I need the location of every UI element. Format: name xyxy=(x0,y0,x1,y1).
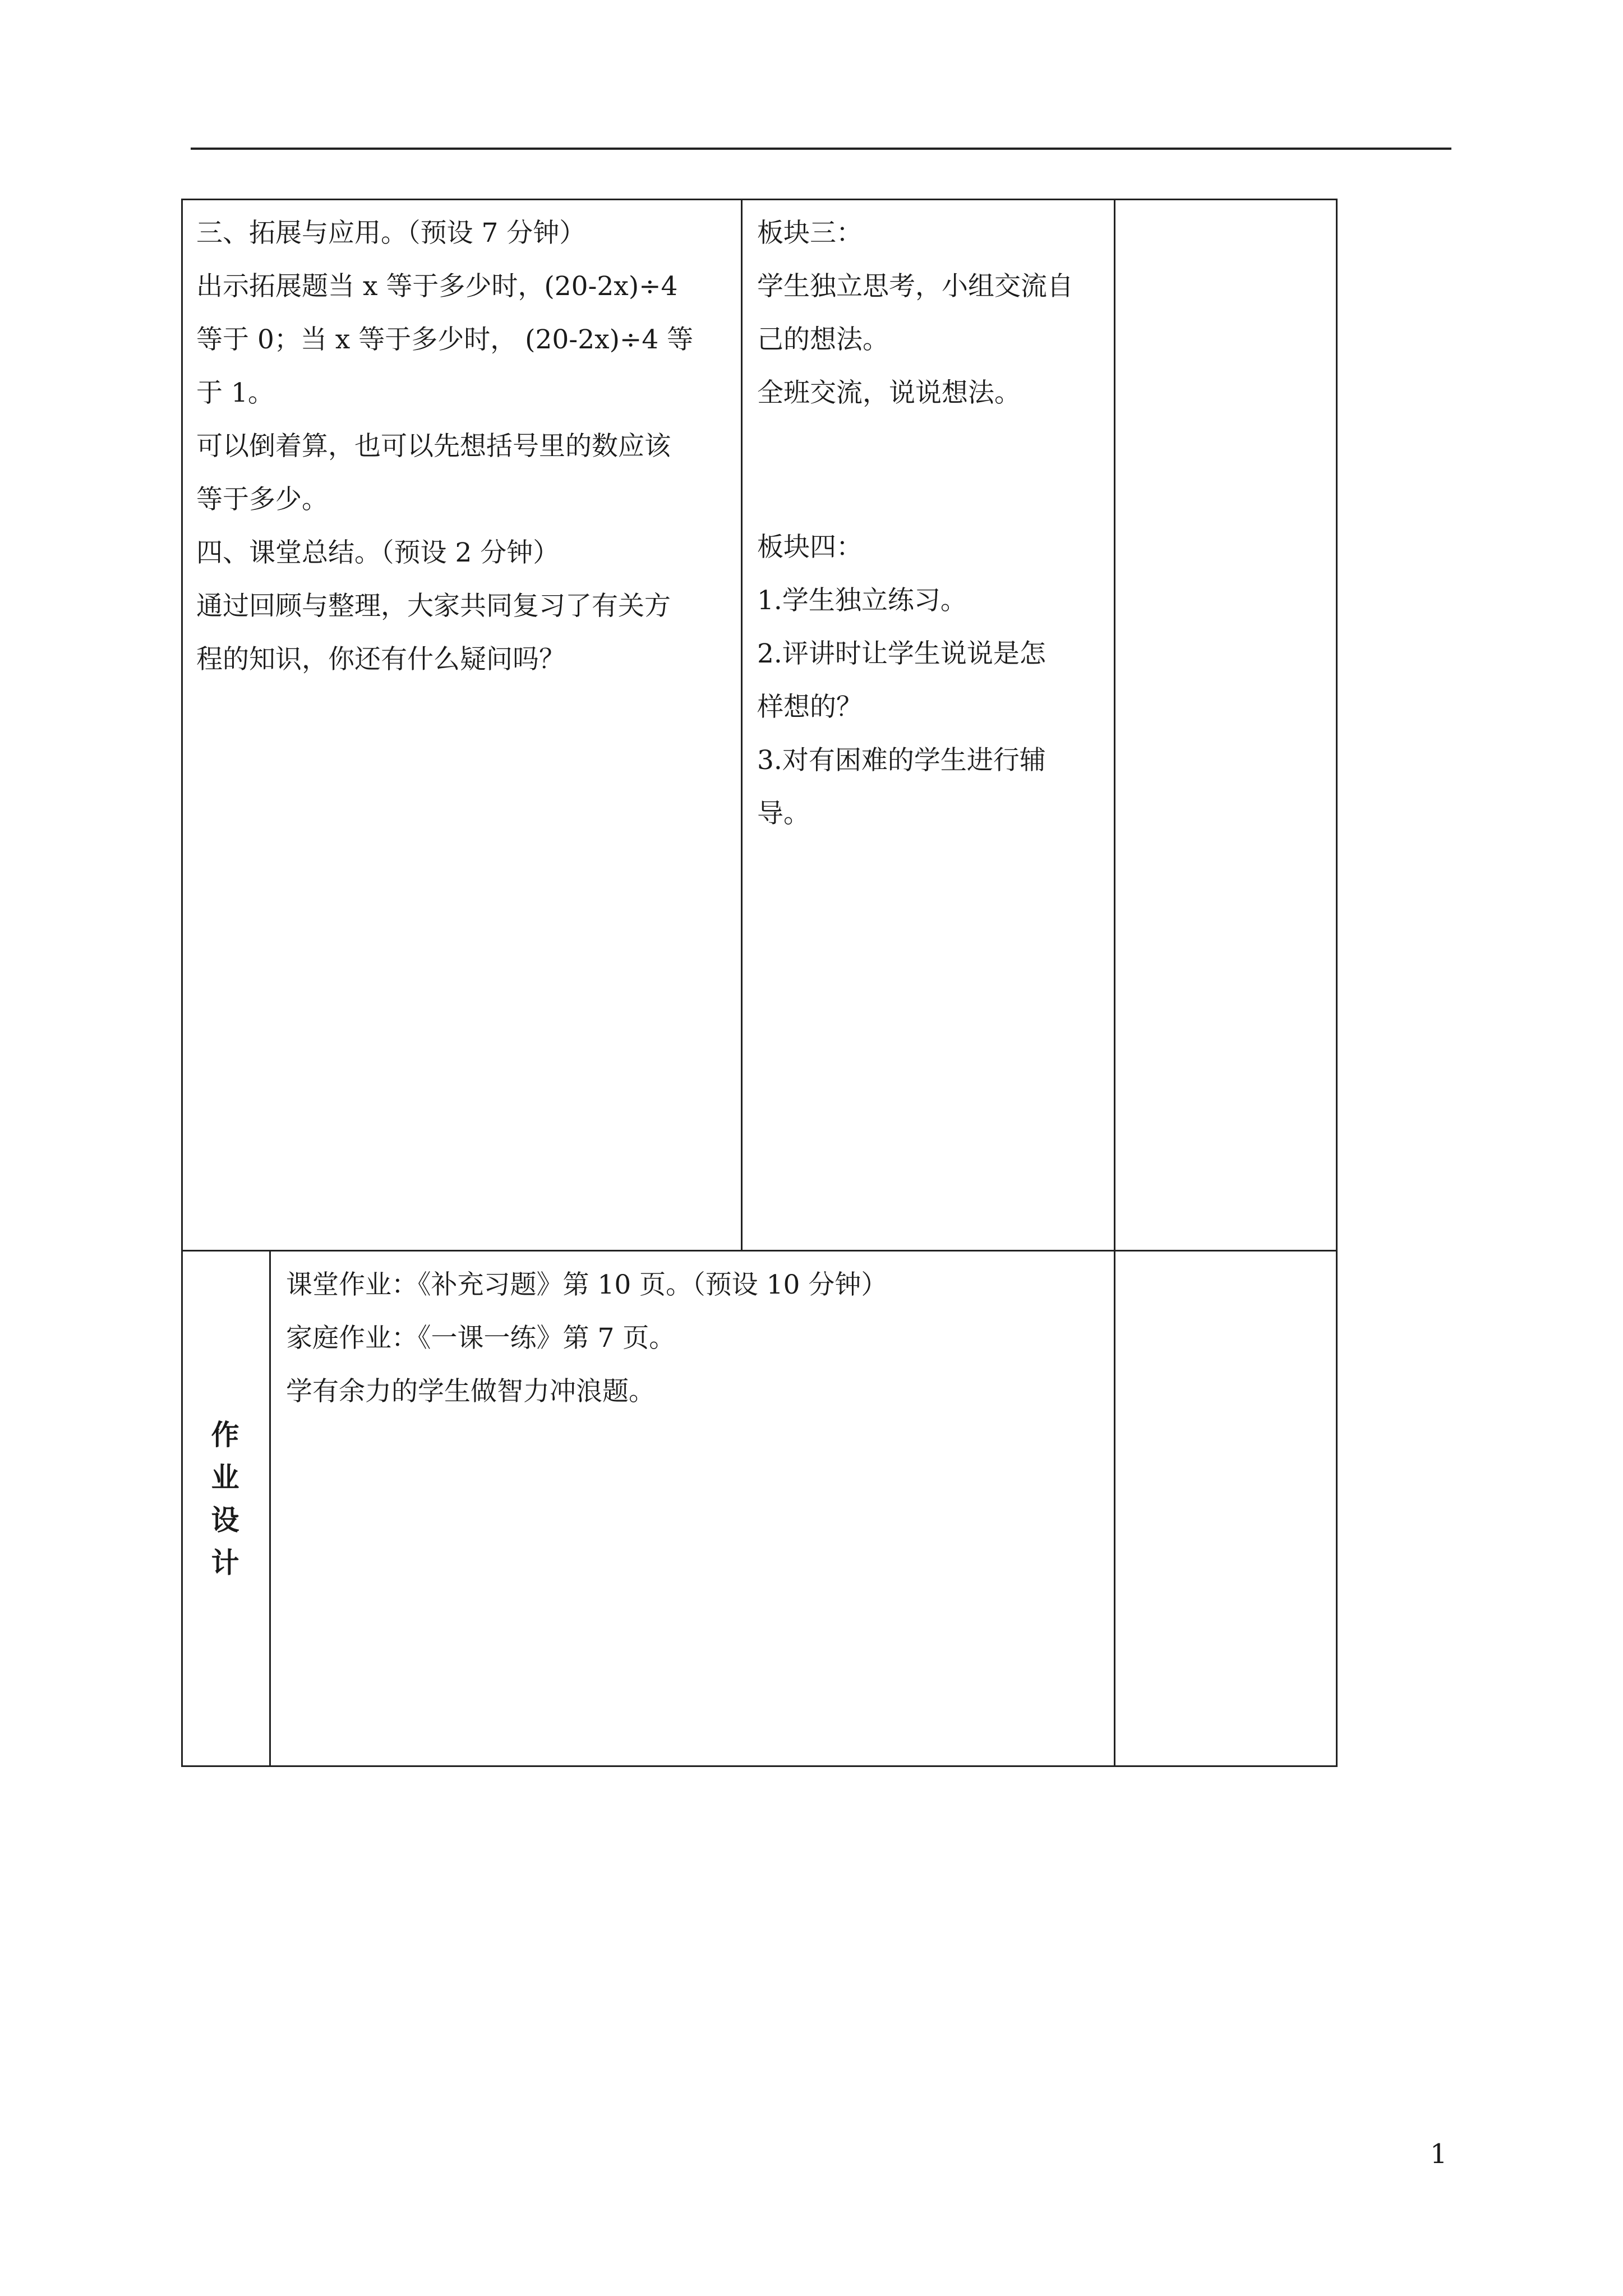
table-top-border xyxy=(181,199,1338,200)
student-line: 2.评讲时让学生说说是怎 xyxy=(757,638,1046,669)
student-line: 导。 xyxy=(757,798,810,829)
homework-line: 课堂作业：《补充习题》第 10 页。（预设 10 分钟） xyxy=(286,1269,888,1300)
teacher-line: 程的知识，你还有什么疑问吗？ xyxy=(196,644,565,675)
label-char: 设 xyxy=(211,1504,239,1536)
teacher-line: 可以倒着算，也可以先想括号里的数应该 xyxy=(196,431,671,462)
teacher-line: 四、课堂总结。（预设 2 分钟） xyxy=(196,537,560,568)
teacher-line: 出示拓展题当 x 等于多少时，(20-2x)÷4 xyxy=(196,271,678,302)
homework-content-cell xyxy=(286,1258,887,1418)
label-char: 作 xyxy=(211,1419,239,1451)
student-block-4 xyxy=(757,521,1046,840)
teacher-line: 于 1。 xyxy=(196,378,274,408)
page-number: 1 xyxy=(1430,2138,1447,2170)
teacher-line: 通过回顾与整理，大家共同复习了有关方 xyxy=(196,591,671,622)
student-line: 己的想法。 xyxy=(757,324,889,355)
student-line: 样想的？ xyxy=(757,692,863,723)
student-block-3 xyxy=(757,206,1073,420)
label-char: 计 xyxy=(211,1547,239,1579)
teacher-line: 等于 0；当 x 等于多少时， (20-2x)÷4 等 xyxy=(196,324,694,355)
homework-design-label xyxy=(181,1414,269,1584)
table-right-border xyxy=(1336,199,1338,1767)
block-heading: 板块三： xyxy=(757,218,863,249)
student-line: 1.学生独立练习。 xyxy=(757,585,967,616)
block-heading: 板块四： xyxy=(757,532,863,563)
teacher-activities-cell xyxy=(196,206,693,686)
table-bottom-border xyxy=(181,1765,1338,1767)
student-line: 3.对有困难的学生进行辅 xyxy=(757,745,1046,776)
column-divider-notes xyxy=(1114,199,1115,1767)
teacher-line: 三、拓展与应用。（预设 7 分钟） xyxy=(196,218,586,249)
homework-line: 学有余力的学生做智力冲浪题。 xyxy=(286,1376,655,1407)
header-rule xyxy=(191,148,1451,150)
teacher-line: 等于多少。 xyxy=(196,484,328,515)
student-line: 全班交流，说说想法。 xyxy=(757,378,1021,408)
label-char: 业 xyxy=(211,1461,239,1494)
homework-line: 家庭作业：《一课一练》第 7 页。 xyxy=(286,1323,676,1354)
homework-label-divider xyxy=(269,1250,271,1767)
table-row-divider xyxy=(181,1250,1338,1251)
column-divider-teaching xyxy=(741,199,743,1251)
student-line: 学生独立思考，小组交流自 xyxy=(757,271,1073,302)
